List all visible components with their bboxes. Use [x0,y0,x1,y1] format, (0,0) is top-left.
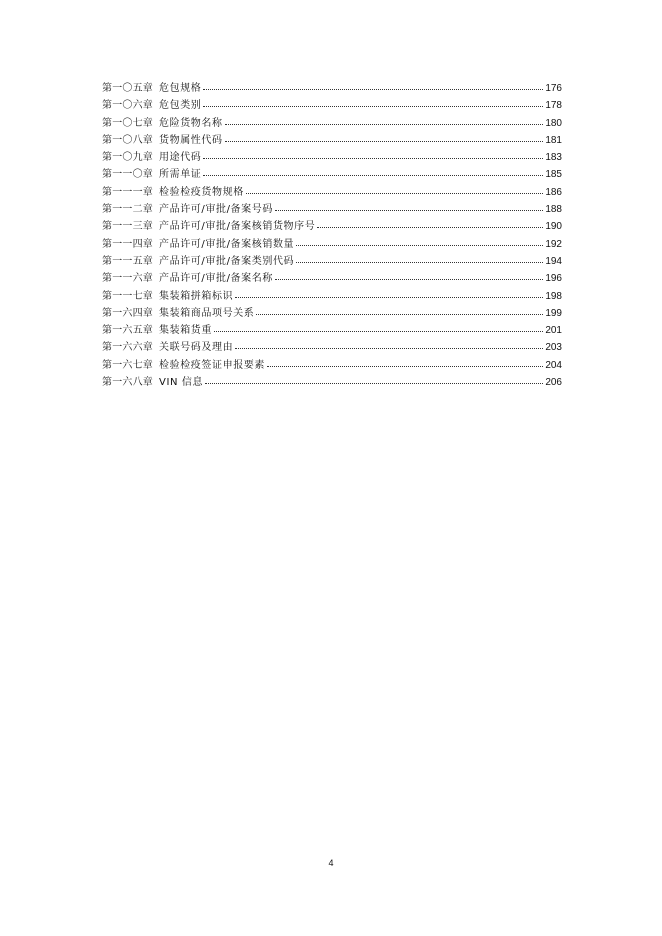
toc-chapter-number: 第一一一章 [102,186,153,198]
toc-chapter-number: 第一一六章 [102,273,153,285]
toc-page-number: 181 [545,134,562,146]
toc-chapter-number: 第一六七章 [102,359,153,371]
toc-entry[interactable] [102,149,562,166]
toc-page-number: 203 [545,342,562,354]
toc-dot-leader [203,174,543,176]
page-number: 4 [328,858,334,868]
toc-page-number: 178 [545,100,562,112]
toc-entry[interactable] [102,80,562,97]
toc-dot-leader [317,226,543,228]
toc-entry[interactable] [102,166,562,183]
toc-chapter-title: 产品许可/审批/备案核销货物序号 [159,221,316,233]
toc-entry[interactable] [102,270,562,287]
toc-dot-leader [296,244,543,246]
toc-page-number: 192 [545,238,562,250]
toc-dot-leader [203,157,543,159]
toc-dot-leader [203,105,543,107]
toc-chapter-number: 第一〇九章 [102,152,153,164]
toc-dot-leader [225,140,544,142]
toc-page-number: 176 [545,83,562,94]
toc-chapter-title: 货物属性代码 [159,134,223,146]
toc-chapter-title: 产品许可/审批/备案类别代码 [159,255,295,267]
toc-dot-leader [275,209,543,211]
toc-page-number: 188 [545,204,562,216]
toc-dot-leader [275,278,543,280]
toc-entry[interactable] [102,374,562,391]
toc-chapter-number: 第一〇七章 [102,117,153,129]
toc-entry[interactable] [102,322,562,339]
toc-dot-leader [225,123,544,125]
toc-page-number: 204 [545,359,562,371]
toc-chapter-number: 第一六八章 [102,377,153,389]
toc-chapter-number: 第一〇六章 [102,100,153,112]
toc-page-number: 199 [545,307,562,319]
toc-chapter-title: 集装箱拼箱标识 [159,290,234,302]
toc-page-number: 194 [545,255,562,267]
toc-dot-leader [214,330,543,332]
toc-chapter-title: 集装箱货重 [159,325,212,337]
toc-chapter-title: 关联号码及理由 [159,342,234,354]
toc-dot-leader [246,192,544,194]
toc-chapter-number: 第一六五章 [102,325,153,337]
toc-chapter-number: 第一〇五章 [102,83,153,94]
toc-entry[interactable] [102,253,562,270]
toc-chapter-title: 产品许可/审批/备案名称 [159,273,273,285]
toc-chapter-title: 危包类别 [159,100,202,112]
toc-entry[interactable] [102,357,562,374]
toc-chapter-title: 检验检疫签证申报要素 [159,359,265,371]
toc-page-number: 183 [545,152,562,164]
toc-chapter-title: 产品许可/审批/备案号码 [159,204,273,216]
toc-page-number: 196 [545,273,562,285]
toc-page-number: 180 [545,117,562,129]
toc-dot-leader [235,347,543,349]
toc-entry[interactable] [102,288,562,305]
toc-chapter-title: 集装箱商品项号关系 [159,307,255,319]
toc-chapter-number: 第一六四章 [102,307,153,319]
toc-chapter-number: 第一一二章 [102,204,153,216]
toc-entry[interactable] [102,236,562,253]
toc-page-number: 198 [545,290,562,302]
toc-chapter-number: 第一一四章 [102,238,153,250]
toc-dot-leader [296,261,543,263]
toc-dot-leader [205,382,543,384]
toc-chapter-title: 检验检疫货物规格 [159,186,244,198]
toc-entry[interactable] [102,184,562,201]
toc-dot-leader [235,296,543,298]
toc-entry[interactable] [102,305,562,322]
toc-chapter-number: 第一一〇章 [102,169,153,181]
toc-dot-leader [267,365,543,367]
toc-chapter-title: 产品许可/审批/备案核销数量 [159,238,295,250]
toc-chapter-number: 第一一五章 [102,255,153,267]
toc-chapter-number: 第一一七章 [102,290,153,302]
toc-page-number: 206 [545,377,562,389]
toc-page-number: 201 [545,325,562,337]
toc-chapter-number: 第一六六章 [102,342,153,354]
toc-dot-leader [203,88,543,90]
toc-chapter-number: 第一一三章 [102,221,153,233]
toc-dot-leader [256,313,543,315]
toc-page-number: 185 [545,169,562,181]
toc-entry[interactable] [102,201,562,218]
toc-chapter-title: 用途代码 [159,152,202,164]
toc-chapter-title: 危险货物名称 [159,117,223,129]
toc-entry[interactable] [102,97,562,114]
toc-entry[interactable] [102,132,562,149]
toc-entry[interactable] [102,218,562,235]
toc-chapter-title: 所需单证 [159,169,202,181]
toc-entry[interactable] [102,115,562,132]
table-of-contents [102,80,562,391]
toc-chapter-title: 危包规格 [159,83,202,94]
toc-chapter-title: VIN 信息 [159,377,204,389]
toc-page-number: 186 [545,186,562,198]
toc-entry[interactable] [102,339,562,356]
toc-page-number: 190 [545,221,562,233]
toc-chapter-number: 第一〇八章 [102,134,153,146]
